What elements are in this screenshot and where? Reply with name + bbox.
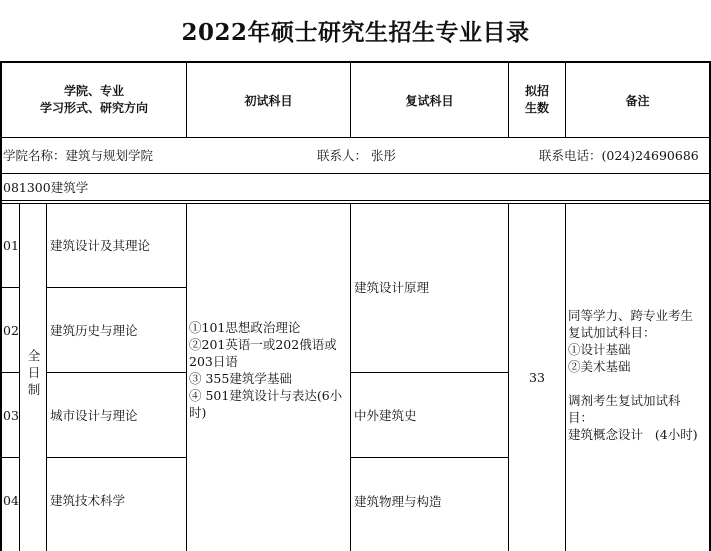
header-label: 学习形式、研究方向 xyxy=(39,101,148,115)
divider xyxy=(0,372,19,373)
divider xyxy=(0,287,19,288)
direction-code: 04 xyxy=(3,493,19,508)
note-line: 目： xyxy=(568,410,594,425)
header-col-notes: 备注 xyxy=(625,93,650,108)
initial-exam-line: 时) xyxy=(189,405,207,420)
study-mode: 全日制 xyxy=(27,348,41,397)
header-label: 生数 xyxy=(524,101,549,115)
initial-exam-list xyxy=(189,319,342,421)
divider xyxy=(565,203,566,551)
direction-code: 02 xyxy=(3,323,19,338)
header-label: 学院、专业 xyxy=(63,84,124,98)
divider xyxy=(46,372,186,373)
note-line: 复试加试科目： xyxy=(568,325,656,340)
initial-exam-line: ②201英语一或202俄语或 xyxy=(189,337,337,352)
direction-code: 03 xyxy=(3,408,19,423)
divider xyxy=(0,137,711,138)
retest-subject: 建筑物理与构造 xyxy=(354,494,442,509)
note-line: 建筑概念设计 (4小时) xyxy=(568,427,698,442)
divider xyxy=(0,173,711,174)
divider xyxy=(350,203,351,551)
initial-exam-line: ④ 501建筑设计与表达(6小 xyxy=(189,388,343,403)
college-name: 学院名称：建筑与规划学院 xyxy=(3,148,154,163)
header-col-retest: 复试科目 xyxy=(405,93,454,108)
college-contact: 联系人： 张彤 xyxy=(317,148,396,163)
divider xyxy=(186,203,187,551)
initial-exam-line: ③ 355建筑学基础 xyxy=(189,371,292,386)
divider xyxy=(350,372,508,373)
header-col-college-major xyxy=(2,63,186,137)
divider xyxy=(46,203,47,551)
retest-subject: 中外建筑史 xyxy=(354,408,417,423)
college-phone: 联系电话：(024)24690686 xyxy=(539,148,699,163)
retest-subject: 建筑设计原理 xyxy=(354,280,430,295)
major-code-name: 081300建筑学 xyxy=(3,180,89,195)
page-title: 2022年硕士研究生招生专业目录 xyxy=(181,19,530,46)
direction-name: 建筑设计及其理论 xyxy=(50,238,151,253)
note-line: ①设计基础 xyxy=(568,342,631,357)
header-label: 拟招 xyxy=(524,84,549,98)
note-line xyxy=(568,375,698,392)
note-line: 同等学力、跨专业考生 xyxy=(568,308,694,323)
divider xyxy=(0,457,19,458)
initial-exam-line: 203日语 xyxy=(189,354,238,369)
enrollment-count: 33 xyxy=(529,370,545,385)
divider xyxy=(0,203,711,204)
catalog-table xyxy=(0,61,711,551)
divider xyxy=(19,203,20,551)
note-line: ②美术基础 xyxy=(568,359,631,374)
note-line: 调剂考生复试加试科 xyxy=(568,393,681,408)
divider xyxy=(350,457,508,458)
divider xyxy=(46,457,186,458)
divider xyxy=(0,200,711,201)
direction-name: 建筑历史与理论 xyxy=(50,323,138,338)
divider xyxy=(46,287,186,288)
header-col-enrollment xyxy=(509,63,565,137)
direction-name: 城市设计与理论 xyxy=(50,408,138,423)
direction-name: 建筑技术科学 xyxy=(50,493,126,508)
notes-list xyxy=(568,307,698,443)
initial-exam-line: ①101思想政治理论 xyxy=(189,320,301,335)
header-col-initial-exam: 初试科目 xyxy=(244,93,293,108)
direction-code: 01 xyxy=(3,238,19,253)
